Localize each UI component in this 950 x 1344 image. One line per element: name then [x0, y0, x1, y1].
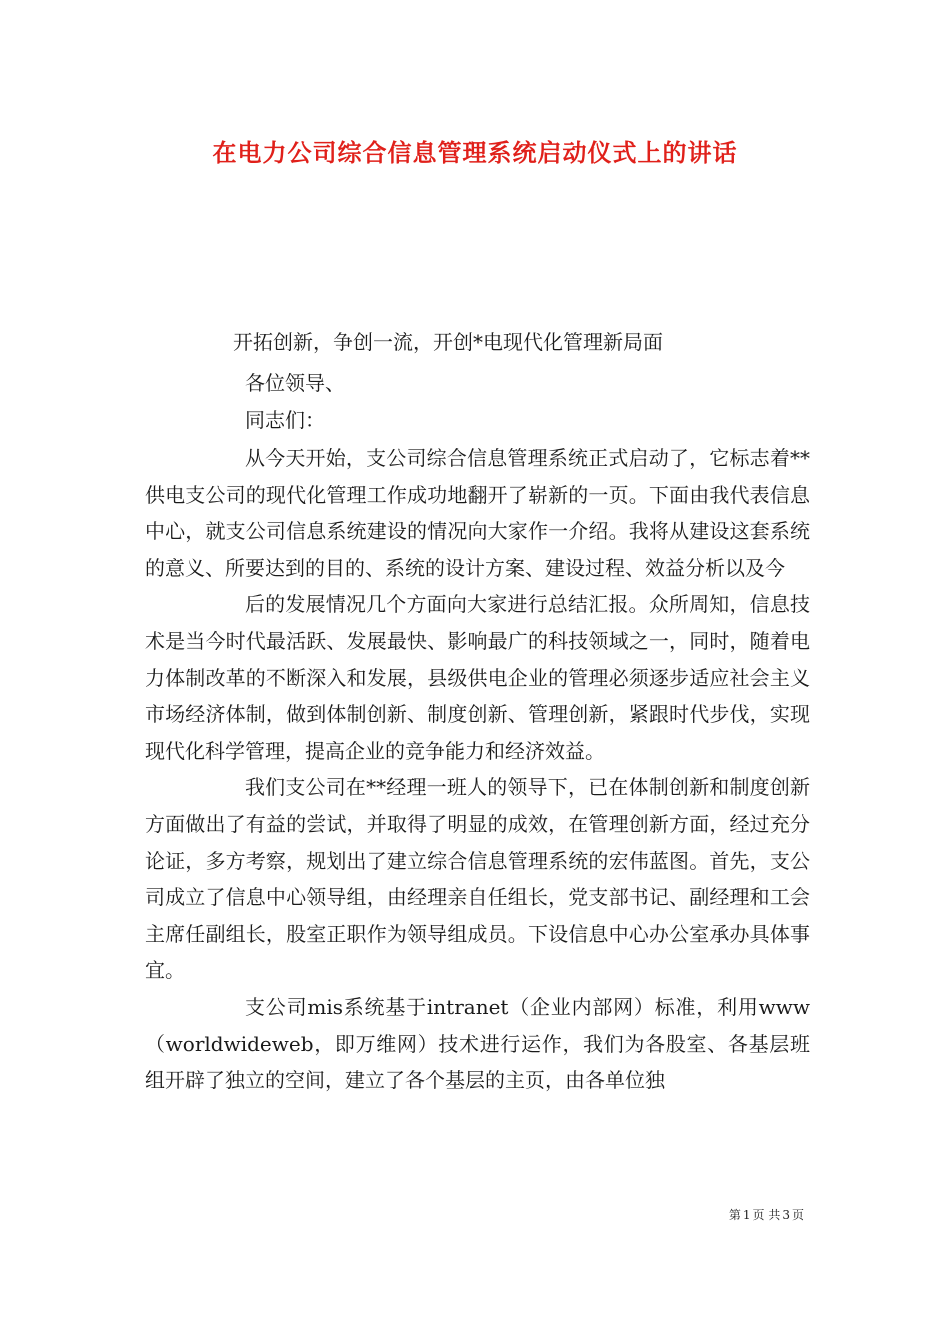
greeting-comrades: 同志们： — [245, 408, 325, 432]
body-paragraph: 支公司mis系统基于intranet（企业内部网）标准，利用www（worldwideweb，即万维网）技术进行运作，我们为各股室、各基层班组开辟了独立的空间，建立了各个基层的主页，由各单位独 — [145, 994, 810, 1093]
page-footer — [0, 1206, 805, 1223]
footer-total-pages: 3 — [782, 1208, 790, 1222]
document-subtitle: 开拓创新，争创一流，开创*电现代化管理新局面 — [233, 330, 663, 354]
footer-current-page: 1 — [742, 1208, 751, 1222]
body-paragraph: 后的发展情况几个方面向大家进行总结汇报。众所周知，信息技术是当今时代最活跃、发展最快、影响最广的科技领域之一，同时，随着电力体制改革的不断深入和发展，县级供电企业的管理必须逐步适应社会主义市场经济体制，做到体制创新、制度创新、管理创新，紧跟时代步伐，实现现代化科学管理，提高企业的竞争能力和经济效益。 — [145, 592, 810, 763]
footer-suffix: 页 — [791, 1208, 804, 1222]
footer-middle: 页 共 — [752, 1208, 781, 1222]
document-title: 在电力公司综合信息管理系统启动仪式上的讲话 — [212, 138, 738, 167]
document-body — [145, 440, 810, 1099]
body-paragraph: 我们支公司在**经理一班人的领导下，已在体制创新和制度创新方面做出了有益的尝试，并取得了明显的成效，在管理创新方面，经过充分论证，多方考察，规划出了建立综合信息管理系统的宏伟蓝图。首先，支公司成立了信息中心领导组，由经理亲自任组长，党支部书记、副经理和工会主席任副组长，股室正职作为领导组成员。下设信息中心办公室承办具体事宜。 — [145, 775, 810, 983]
greeting-leaders: 各位领导、 — [245, 371, 345, 395]
body-paragraph: 从今天开始，支公司综合信息管理系统正式启动了，它标志着**供电支公司的现代化管理工作成功地翻开了崭新的一页。下面由我代表信息中心，就支公司信息系统建设的情况向大家作一介绍。我将从建设这套系统的意义、所要达到的目的、系统的设计方案、建设过程、效益分析以及今 — [145, 446, 810, 580]
footer-prefix: 第 — [728, 1208, 741, 1222]
